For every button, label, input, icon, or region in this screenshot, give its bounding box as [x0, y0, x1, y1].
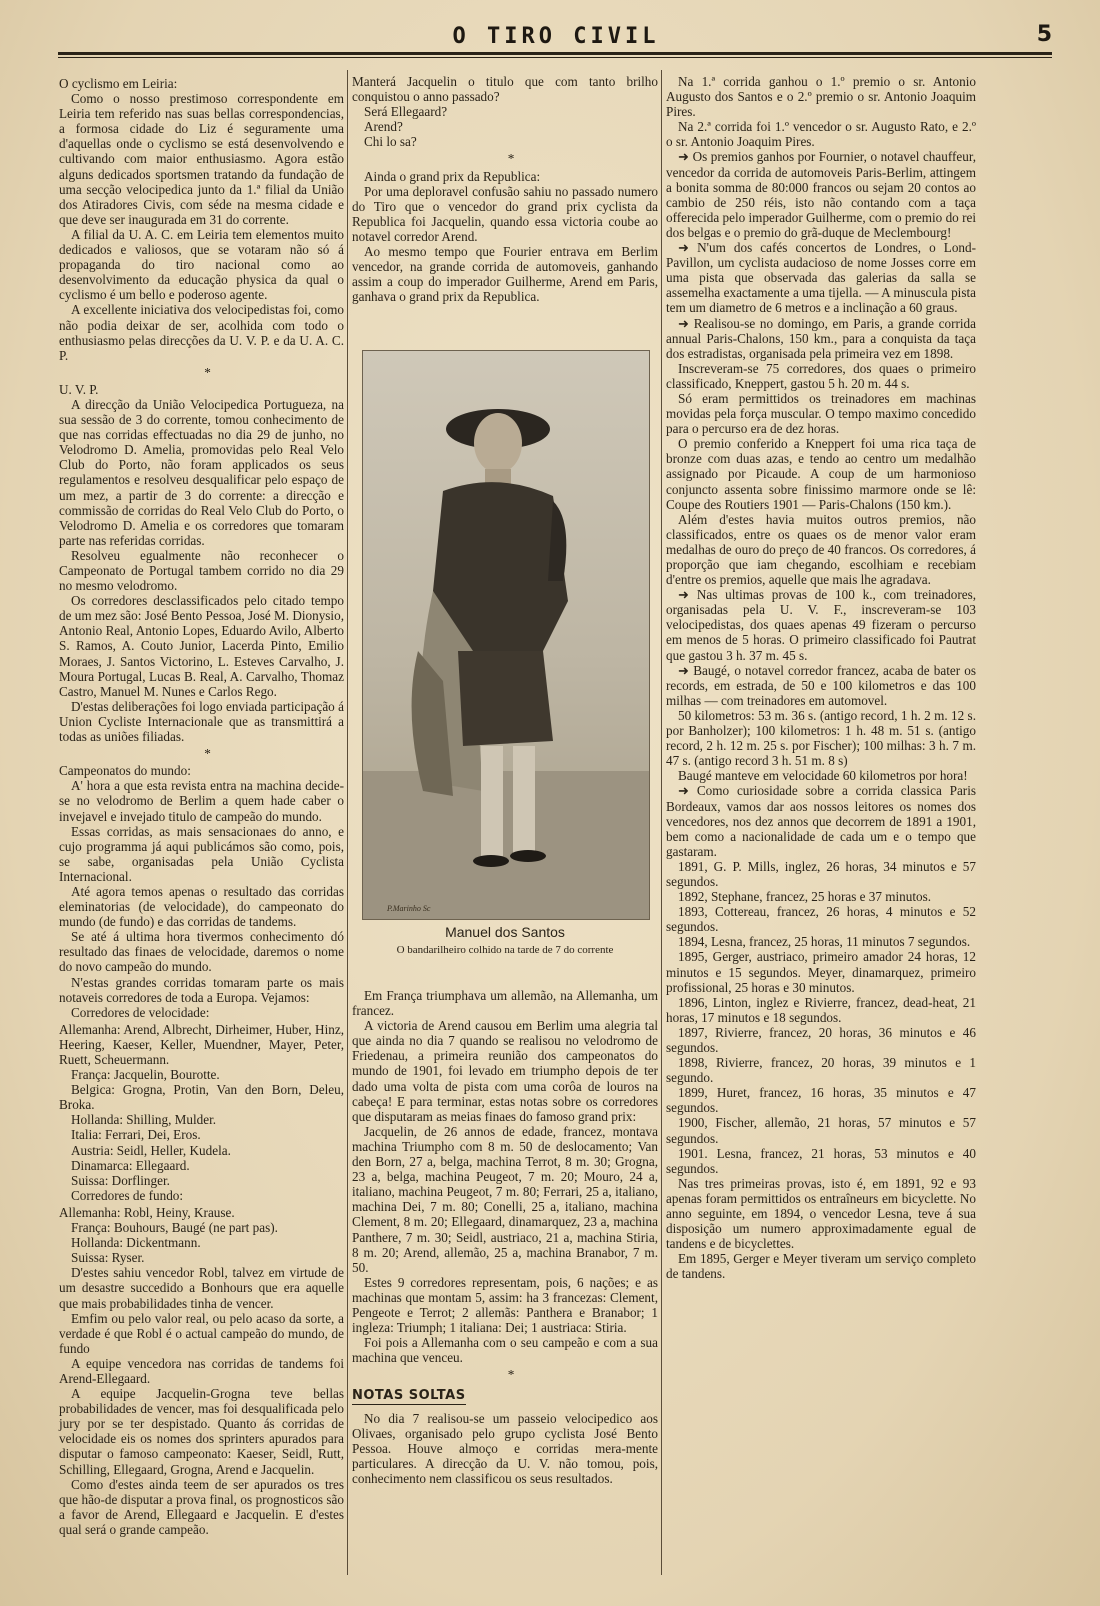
column-1 — [59, 74, 344, 1574]
paragraph: Como o nosso prestimoso correspondente em Leiria tem referido nas suas bellas correspondencias, a formosa cidade do Liz é seguramente uma d'aquellas onde o cyclismo se está desenvolvendo e cultivando com maior enthusiasmo. Agora estão alguns dedicados sportsmen tratando da fundação de uma secção velocipedica junto da 1.ª filial da União dos Atiradores Civis, com séde na mesma cidade e que deve ser inaugurada em 31 do corrente. — [59, 91, 344, 227]
paragraph: N'estas grandes corridas tomaram parte os mais notaveis corredores de toda a Europa. Vejamos: — [59, 974, 344, 1005]
column-3 — [666, 74, 976, 1574]
bullfighter-illustration — [363, 351, 649, 919]
column-divider — [661, 70, 662, 1575]
paragraph: Como d'estes ainda teem de ser apurados os tres que hão-de disputar a prova final, os prognosticos são a favor de Arend, Ellegaard e Jacquelin. E d'estes qual será o grande campeão. — [59, 1476, 344, 1537]
engraver-signature: P.Marinho Sc — [387, 904, 431, 913]
paragraph: ➜ Baugé, o notavel corredor francez, acaba de bater os records, em estrada, de 50 e 100 kilometros e das 100 milhas — com treinadores em automovel. — [666, 662, 976, 708]
paragraph: França: Jacquelin, Bourotte. — [71, 1067, 220, 1083]
paragraph: 1895, Gerger, austriaco, primeiro amador 24 horas, 12 minutos e 15 segundos. Meyer, dinamarquez, primeiro profissional, 25 horas e 30 minutos. — [666, 949, 976, 995]
notas-soltas-heading: NOTAS SOLTAS — [352, 1388, 466, 1404]
paragraph: 1893, Cottereau, francez, 26 horas, 4 minutos e 52 segundos. — [666, 904, 976, 935]
paragraph: Resolveu egualmente não reconhecer o Campeonato de Portugal tambem corrido no dia 29 no mesmo velodromo. — [59, 547, 344, 594]
paragraph: Belgica: Grogna, Protin, Van den Born, Deleu, Broka. — [59, 1082, 344, 1113]
paragraph: Allemanha: Robl, Heiny, Krause. — [59, 1204, 235, 1220]
paragraph: Italia: Ferrari, Dei, Eros. — [71, 1127, 201, 1143]
paragraph: Allemanha: Arend, Albrecht, Dirheimer, Huber, Hinz, Heering, Kaeser, Keller, Muendner, Mayer, Peter, Ruett, Scheuermann. — [59, 1021, 344, 1067]
paragraph: 1891, G. P. Mills, inglez, 26 horas, 34 minutos e 57 segundos. — [666, 858, 976, 889]
section-separator: * — [507, 151, 515, 167]
paragraph: Jacquelin, de 26 annos de edade, francez, montava machina Triumpho com 8 m. 50 de deslocamento; Van den Born, 27 a, belga, machina Terrot, 8 m. 30; Grogna, 23 a, belga, machina Peugeot, 7 m. 20; Mouro, 24 a, italiano, machina Peugeot, 7 m. 80; Ferrari, 25 a, italiano, machina Dei, 7 m. 80; Conelli, 25 a, italiano, machina Clement, 8 m. 20; Ellegaard, dinamarquez, 23 a, machina Panthere, 7 m. 30; Seidl, austriaco, 21 a, machina Stiria, 8 m. 20; Arend, allemão, 25 a, machina Branabor, 7 m. 50. — [352, 1123, 658, 1275]
page-number: 5 — [1036, 22, 1052, 47]
paragraph: U. V. P. — [59, 381, 99, 397]
paragraph: Na 2.ª corrida foi 1.º vencedor o sr. Augusto Rato, e 2.º o sr. Antonio Joaquim Pires. — [666, 119, 976, 150]
paragraph: Inscreveram-se 75 corredores, dos quaes o primeiro classificado, Kneppert, gastou 5 h. 20 m. 44 s. — [666, 360, 976, 391]
paragraph: 1897, Rivierre, francez, 20 horas, 36 minutos e 46 segundos. — [666, 1024, 976, 1055]
paragraph: Essas corridas, as mais sensacionaes do anno, e cujo programma já aqui publicámos são como, pois, se sabe, organisadas pela União Cyclista Internacional. — [59, 823, 344, 884]
paragraph: Será Ellegaard? — [364, 104, 448, 120]
paragraph: ➜ Os premios ganhos por Fournier, o notavel chauffeur, vencedor da corrida de automoveis Paris-Berlim, attingem a bonita somma de 80:000 francos ou sejam 20 contos ao cambio de 250 réis, isto não contando com a taça offerecida pelo imperador Guilherme, com o premio do rei dos belgas e o premio do grã-duque de Meclembourg! — [666, 149, 976, 240]
masthead — [60, 18, 1052, 54]
header-rule-thin — [58, 57, 1052, 58]
column-2-top — [352, 74, 658, 304]
section-separator: * — [204, 364, 211, 380]
paragraph: Em 1895, Gerger e Meyer tiveram um serviço completo de tandens. — [666, 1251, 976, 1282]
paragraph: Nas tres primeiras provas, isto é, em 1891, 92 e 93 apenas foram permittidos os entraîneurs em bicyclette. No anno seguinte, em 1894, o vencedor Lesna, teve á sua disposição um numero approximadamente egual de tandens e de bicyclettes. — [666, 1175, 976, 1252]
paragraph: A' hora a que esta revista entra na machina decide-se no velodromo de Berlim a quem hade caber o invejavel e invejado titulo de campeão do mundo. — [59, 778, 344, 824]
paragraph: O premio conferido a Kneppert foi uma rica taça de bronze com duas azas, e tendo ao centro um medalhão assignado por Picaude. A coup de um harmonioso conjuncto assenta sobre finissimo marmore onde se lê: Coupe des Routiers 1901 — Paris-Chalons (150 km.). — [666, 436, 976, 512]
paragraph: Até agora temos apenas o resultado das corridas eleminatorias (de velocidade), do campeonato do mundo (de fundo) e das corridas de tandems. — [59, 883, 344, 930]
column-2-bottom-text — [352, 988, 658, 1382]
paragraph: Hollanda: Shilling, Mulder. — [71, 1112, 217, 1128]
paragraph: 1894, Lesna, francez, 25 horas, 11 minutos 7 segundos. — [678, 934, 971, 950]
paragraph: 1900, Fischer, allemão, 21 horas, 57 minutos e 57 segundos. — [666, 1115, 976, 1146]
paragraph: Foi pois a Allemanha com o seu campeão e com a sua machina que venceu. — [352, 1335, 658, 1366]
paragraph: 1896, Linton, inglez e Rivierre, francez, dead-heat, 21 horas, 17 minutos e 18 segundos. — [666, 994, 976, 1025]
paragraph: Suissa: Ryser. — [71, 1250, 145, 1266]
bullfighter-photo — [362, 350, 650, 920]
paragraph: Chi lo sa? — [364, 134, 417, 150]
paragraph: 1892, Stephane, francez, 25 horas e 37 minutos. — [678, 889, 932, 905]
paragraph: Ainda o grand prix da Republica: — [364, 168, 541, 184]
section-separator: * — [507, 1367, 515, 1383]
paragraph: Austria: Seidl, Heller, Kudela. — [71, 1142, 231, 1158]
paragraph: 1898, Rivierre, francez, 20 horas, 39 minutos e 1 segundo. — [666, 1055, 976, 1086]
paragraph: Suissa: Dorflinger. — [71, 1172, 170, 1188]
paragraph: D'estes sahiu vencedor Robl, talvez em virtude de um desastre succedido a Bonhours que era aquelle que mais probabilidades tinha de vencer. — [59, 1265, 344, 1311]
photo-subcaption: O bandarilheiro colhido na tarde de 7 do corrente — [396, 944, 614, 956]
column-2-bottom — [352, 988, 658, 1486]
paragraph: D'estas deliberações foi logo enviada participação á Union Cycliste Internacionale que as transmittirá a todas as uniões filiadas. — [59, 698, 344, 745]
paragraph: Os corredores desclassificados pelo citado tempo de um mez são: José Bento Pessoa, José M. Dionysio, Antonio Real, Antonio Lopes, Eduardo Avilo, Alberto S. Ramos, A. Couto Junior, Lacerda Pinto, Emilio Moraes, J. Santos Victorino, L. Esteves Carvalho, J. Moura Portugal, Lucas B. Real, A. Carvalho, Thomaz Castro, Manuel M. Nunes e Carlos Rego. — [59, 593, 344, 699]
paragraph: Arend? — [364, 119, 403, 135]
paragraph: 1899, Huret, francez, 16 horas, 35 minutos e 47 segundos. — [666, 1085, 976, 1116]
paragraph: A victoria de Arend causou em Berlim uma alegria tal que ainda no dia 7 quando se realisou no velodromo de Friedenau, a primeira reunião dos campeonatos do mundo de 1901, foi levado em triumpho depois de ter dado uma volta de pista com uma corôa de louros na cabeça! E para terminar, estas notas sobre os corredores que disputaram as meias finaes do famoso grand prix: — [352, 1018, 658, 1124]
photo-figure — [352, 350, 658, 960]
paragraph: ➜ N'um dos cafés concertos de Londres, o Lond-Pavillon, um cyclista audacioso de nome Josses corre em uma pista que observada das galerias da salla se assemelha exactamente a uma tijella. — A minuscula pista tem um diametro de 6 metros e a inclinação a 60 graus. — [666, 240, 976, 316]
paragraph: Na 1.ª corrida ganhou o 1.º premio o sr. Antonio Augusto dos Santos e o 2.º premio o sr. Antonio Joaquim Pires. — [666, 74, 976, 120]
section-separator: * — [204, 746, 211, 762]
paragraph: ➜ Realisou-se no domingo, em Paris, a grande corrida annual Paris-Chalons, 150 km., para a conquista da taça dos estradistas, organisada pela primeira vez em 1898. — [666, 315, 976, 361]
notas-soltas-text: No dia 7 realisou-se um passeio velocipedico aos Olivaes, organisado pelo grupo cyclista José Bento Pessoa. Houve almoço e corridas mera-mente particulares. A direcção da U. V. não tomou, pois, conhecimento nem classificou os seus resultados. — [352, 1410, 658, 1486]
column-divider — [347, 70, 348, 1575]
paragraph: Em França triumphava um allemão, na Allemanha, um francez. — [352, 988, 658, 1019]
paragraph: A equipe vencedora nas corridas de tandems foi Arend-Ellegaard. — [59, 1355, 344, 1386]
paragraph: A direcção da União Velocipedica Portugueza, na sua sessão de 3 do corrente, tomou conhecimento de que nas corridas effectuadas no dia 29 de junho, no Velodromo D. Amelia, promovidas pelo Real Velo Club do Porto, não foram applicados os seus regulamentos e resolveu desqualificar pelo espaço de um mez, a partir de 3 do corrente: a direcção e commissão de corridas do Real Velo Club do Porto, o Velodromo D. Amelia e os corredores que tomaram parte nas referidas corridas. — [59, 396, 344, 548]
paragraph: O cyclismo em Leiria: — [59, 76, 178, 91]
paragraph: Dinamarca: Ellegaard. — [71, 1157, 190, 1173]
newspaper-title: O TIRO CIVIL — [452, 24, 660, 49]
paragraph: Por uma deploravel confusão sahiu no passado numero do Tiro que o vencedor do grand prix cyclista da Republica foi Jacquelin, quando essa victoria coube ao notavel corredor Arend. — [352, 183, 658, 244]
header-rule-thick — [58, 52, 1052, 55]
paragraph: A equipe Jacquelin-Grogna teve bellas probabilidades de vencer, mas foi desqualificada pelo jury por se ter despistado. Quanto ás corridas de velocidade eis os nomes dos sprinters apurados para disputar o famoso campeonato: Kaeser, Seidl, Rutt, Schilling, Ellegaard, Grogna, Arend e Jacquelin. — [59, 1386, 344, 1477]
paragraph: Além d'estes havia muitos outros premios, não classificados, entre os quaes os de menor valor eram medalhas de ouro do preço de 40 francos. Os corredores, á proporção que iam chegando, escolhiam e recebiam d'entre os premios, aquelle que mais lhe agradava. — [666, 511, 976, 588]
paragraph: Corredores de velocidade: — [71, 1004, 210, 1020]
paragraph: Ao mesmo tempo que Fourier entrava em Berlim vencedor, na grande corrida de automoveis, ganhando assim a coup do imperador Guilherme, Arend em Paris, ganhava o grand prix da Republica. — [352, 244, 658, 305]
paragraph: Se até á ultima hora tivermos conhecimento dó resultado das finaes de velocidade, daremos o nome do novo campeão do mundo. — [59, 929, 344, 975]
paragraph: ➜ Como curiosidade sobre a corrida classica Paris Bordeaux, vamos dar aos nossos leitores os nomes dos vencedores, nos dez annos que decorrem de 1891 a 1901, bem como a nacionalidade de cada um e o tempo que gastaram. — [666, 783, 976, 859]
paragraph: ➜ Nas ultimas provas de 100 k., com treinadores, organisadas pela U. V. F., inscreveram-se 103 velocipedistas, dos quaes apenas 49 fizeram o percurso em menos de 5 horas. O primeiro classificado foi Pautrat que gastou 3 h. 37 m. 45 s. — [666, 587, 976, 663]
paragraph: Campeonatos do mundo: — [59, 763, 191, 779]
paragraph: França: Bouhours, Baugé (ne part pas). — [71, 1220, 278, 1236]
paragraph: Corredores de fundo: — [71, 1187, 184, 1203]
paragraph: Estes 9 corredores representam, pois, 6 nações; e as machinas que montam 5, assim: ha 3 francezas: Clement, Pengeote e Terrot; 2 allemãs: Panthera e Branabor; 1 ingleza: Triumph; 1 italiana: Dei; 1 austriaca: Stiria. — [352, 1274, 658, 1336]
paragraph: 1901. Lesna, francez, 21 horas, 53 minutos e 40 segundos. — [666, 1145, 976, 1176]
paragraph: A excellente iniciativa dos velocipedistas foi, como não podia deixar de ser, acolhida com todo o enthusiasmo pelas direcções da U. V. P. e da U. A. C. P. — [59, 302, 344, 363]
photo-caption: Manuel dos Santos — [445, 924, 565, 940]
paragraph: Só eram permittidos os treinadores em machinas movidas pela força muscular. O tempo maximo concedido para o percurso era de dez horas. — [666, 390, 976, 437]
paragraph: Hollanda: Dickentmann. — [71, 1235, 201, 1251]
paragraph: Baugé manteve em velocidade 60 kilometros por hora! — [678, 768, 968, 784]
paragraph: 50 kilometros: 53 m. 36 s. (antigo record, 1 h. 2 m. 12 s. por Banholzer); 100 kilometros: 1 h. 48 m. 51 s. (antigo record, 2 h. 12 m. 25 s. por Fischer); 100 milhas: 3 h. 7 m. 47 s. (antigo record 3 h. 51 m. 8 s) — [666, 707, 976, 769]
paragraph: Manterá Jacquelin o titulo que com tanto brilho conquistou o anno passado? — [352, 74, 658, 105]
paragraph: Emfim ou pelo valor real, ou pelo acaso da sorte, a verdade é que Robl é o actual campeão do mundo, de fundo — [59, 1310, 344, 1356]
paragraph: A filial da U. A. C. em Leiria tem elementos muito dedicados e valiosos, que se votaram não só á propaganda do tiro nacional como ao desenvolvimento da educação physica da qual o cyclismo é um bello e poderoso agente. — [59, 226, 344, 303]
